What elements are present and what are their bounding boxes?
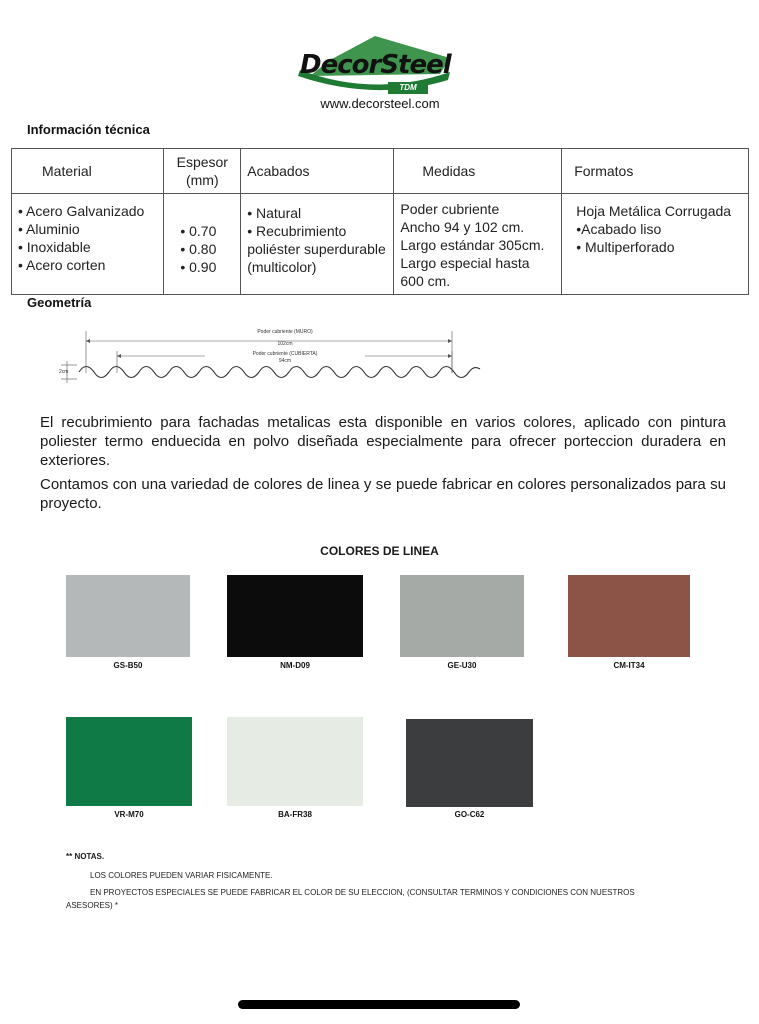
thickness-item: • 0.90 [180,259,217,275]
header-thickness [164,149,241,194]
swatch-code: NM-D09 [280,661,310,670]
swatch-code: GE-U30 [447,661,477,670]
finish-item: (multicolor) [247,259,317,275]
swatch-code: VR-M70 [114,810,144,819]
table-row [12,194,749,295]
color-swatch [66,575,190,670]
swatch-color [66,717,192,806]
profile-height-label: 2cm [59,369,69,375]
header-material: Material [12,149,164,194]
cell-formats [562,194,749,295]
measure-item: Ancho 94 y 102 cm. [400,219,525,235]
format-item: • Multiperforado [576,239,675,255]
thickness-item: • 0.80 [180,241,217,257]
material-item: • Aluminio [18,221,80,237]
note-item: EN PROYECTOS ESPECIALES SE PUEDE FABRICAR EL COLOR DE SU ELECCION, (CONSULTAR TERMINOS Y CONDICIONES CON NUESTROS [90,888,635,897]
finish-item: • Recubrimiento [247,223,347,239]
brand-sub: TDM [388,82,428,94]
note-item: LOS COLORES PUEDEN VARIAR FISICAMENTE. [90,871,273,880]
wall-coverage-label: Poder cubriente (MURO) [257,329,313,335]
cell-finishes [241,194,394,295]
material-item: • Acero corten [18,257,106,273]
header-thickness-line1: Espesor [176,154,228,170]
swatch-code: GO-C62 [454,810,485,819]
header-formats: Formatos [562,149,749,194]
color-swatch [406,719,533,820]
swatch-color [227,717,363,806]
swatch-code: BA-FR38 [278,810,312,819]
technical-info-title: Información técnica [27,122,150,137]
finish-item: • Natural [247,205,302,221]
material-item: • Acero Galvanizado [18,203,145,219]
format-item: •Acabado liso [576,221,662,237]
swatch-color [568,575,690,657]
description-paragraph: El recubrimiento para fachadas metalicas esta disponible en varios colores, aplicado con pintura poliester termo enduecida en polvo diseñada especialmente para ofrecer porteccion duradera en exteriores. [40,414,726,469]
wall-coverage-value: 102cm [277,341,293,347]
swatch-color [66,575,190,657]
roof-coverage-value: 94cm [278,358,292,364]
measure-item: Largo estándar 305cm. [400,237,545,253]
table-header-row [12,149,749,194]
website-link[interactable]: www.decorsteel.com [320,96,440,111]
spec-table [11,148,749,295]
header-measures: Medidas [394,149,562,194]
format-item: Hoja Metálica Corrugada [576,203,732,219]
material-item: • Inoxidable [18,239,91,255]
color-swatch [400,575,524,670]
swatch-color [400,575,524,657]
roof-coverage-label: Poder cubriente (CUBIERTA) [205,351,365,357]
cell-measures [394,194,562,295]
color-swatch [227,717,363,820]
cell-thickness [164,194,241,295]
cell-material [12,194,164,295]
custom-colors-paragraph: Contamos con una variedad de colores de linea y se puede fabricar en colores personalizados para su proyecto. [40,476,726,512]
finish-item: poliéster superdurable [247,241,386,257]
swatch-code: GS-B50 [113,661,143,670]
measure-item: 600 cm. [400,273,451,289]
header-thickness-line2: (mm) [185,172,219,188]
home-indicator[interactable] [238,1000,520,1009]
brand-logo [290,30,460,100]
wall-coverage [205,329,365,335]
measure-item: Poder cubriente [400,201,500,217]
color-swatch [568,575,690,670]
swatch-color [227,575,363,657]
brand-name: DecorSteel [300,50,451,80]
color-swatch [227,575,363,670]
swatch-code: CM-IT34 [613,661,645,670]
swatch-color [406,719,533,807]
colors-title: COLORES DE LINEA [320,544,439,558]
header-finishes: Acabados [241,149,394,194]
notes-title: ** NOTAS. [66,852,105,861]
thickness-item: • 0.70 [180,223,217,239]
geometry-title: Geometría [27,295,92,310]
color-swatch [66,717,192,820]
geometry-diagram [55,325,480,395]
note-item: ASESORES) * [66,901,119,910]
measure-item: Largo especial hasta [400,255,530,271]
